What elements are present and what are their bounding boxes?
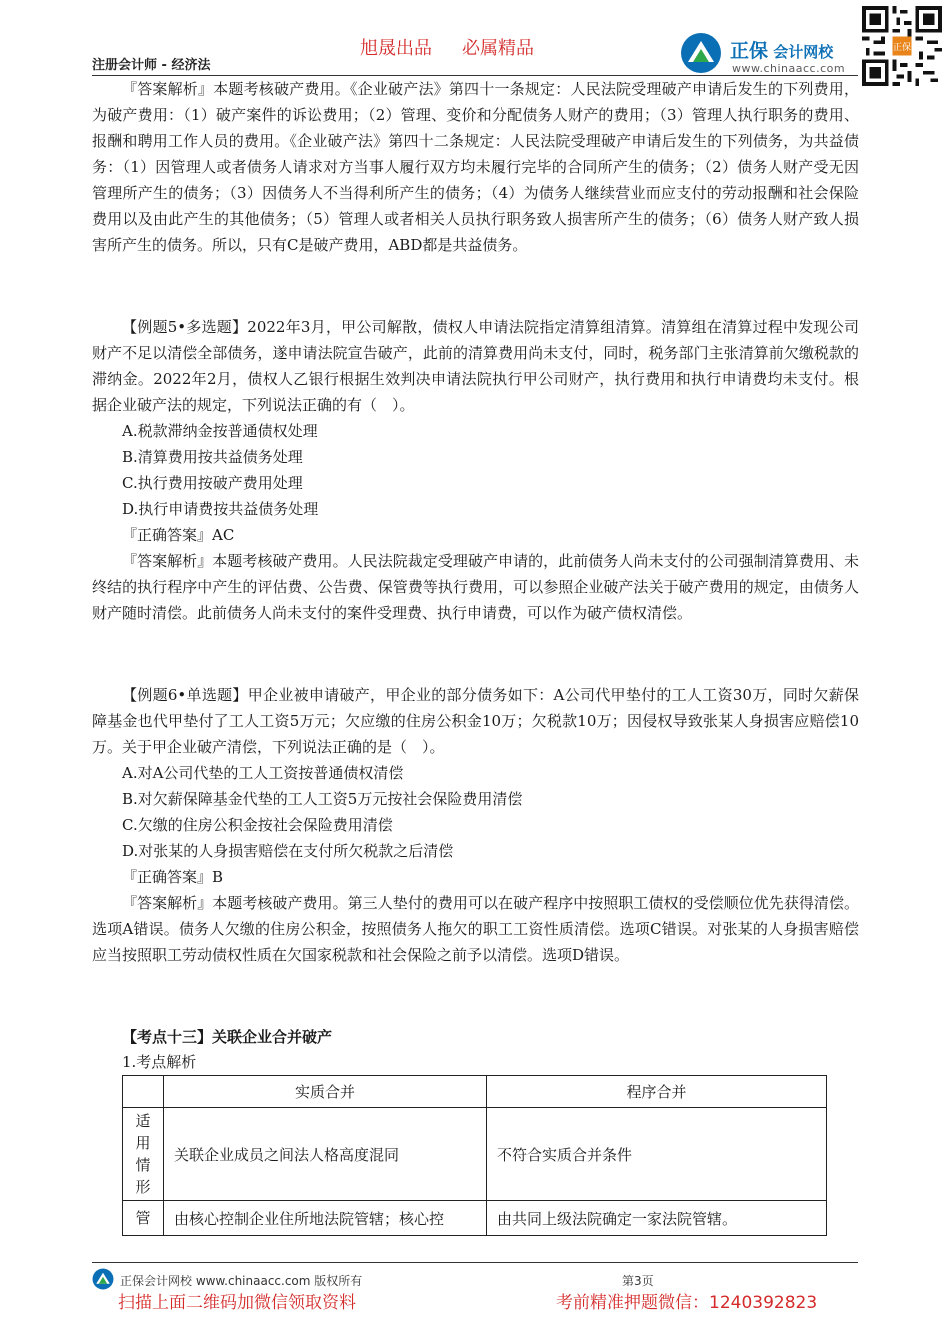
section13-heading: 【考点十三】关联企业合并破产 [122,1028,333,1046]
table-row-label: 管 [123,1201,164,1236]
example5-analysis: 『答案解析』本题考核破产费用。人民法院裁定受理破产申请的，此前债务人尚未支付的公司强制清算费用、未终结的执行程序中产生的评估费、公告费、保管费等执行费用，可以参照企业破产法关于破产费用的规定，由债务人财产随时清偿。此前债务人尚未支付的案件受理费、执行申请费，可以作为破产债权清偿。 [92,552,859,622]
example5-option-b: B.清算费用按共益债务处理 [122,448,303,466]
brand-slogan-right: 必属精品 [462,38,534,59]
table-cell: 不符合实质合并条件 [487,1108,827,1201]
promo-wechat: 考前精准押题微信：1240392823 [556,1293,818,1313]
table-header-row [123,1076,827,1108]
example6-option-d: D.对张某的人身损害赔偿在支付所欠税款之后清偿 [122,842,454,860]
example5-option-c: C.执行费用按破产费用处理 [122,474,303,492]
table-row [123,1201,827,1236]
table-header-cell: 程序合并 [487,1076,827,1108]
footer-divider [92,1262,858,1263]
logo-main-text: 正保 [730,40,769,62]
table-header-cell [123,1076,164,1108]
course-title: 注册会计师 - 经济法 [92,58,211,73]
table-row-label-text: 适用情形 [135,1112,151,1196]
example5-question: 【例题5•多选题】2022年3月，甲公司解散，债权人申请法院指定清算组清算。清算组在清算过程中发现公司财产不足以清偿全部债务，遂申请法院宣告破产，此前的清算费用尚未支付，同时，税务部门主张清算前欠缴税款的滞纳金。2022年2月，债权人乙银行根据生效判决申请法院执行甲公司财产，执行费用和执行申请费均未支付。根据企业破产法的规定，下列说法正确的有（ ）。 [92,318,859,414]
logo-sub-text: 会计网校 [773,43,834,61]
wechat-qr-code[interactable] [862,6,942,86]
brand-slogan-left: 旭晟出品 [360,38,432,59]
table-row [123,1108,827,1201]
example6-answer: 『正确答案』B [122,868,224,886]
example6-question: 【例题6•单选题】甲企业被申请破产，甲企业的部分债务如下：A公司代甲垫付的工人工资30万，同时欠薪保障基金也代甲垫付了工人工资5万元；欠应缴的住房公积金10万；欠税款10万；因侵权导致张某人身损害应赔偿10万。关于甲企业破产清偿，下列说法正确的是（ ）。 [92,686,859,756]
example6-option-c: C.欠缴的住房公积金按社会保险费用清偿 [122,816,393,834]
example5-answer: 『正确答案』AC [122,526,235,544]
table-row-label [123,1108,164,1201]
example6-analysis: 『答案解析』本题考核破产费用。第三人垫付的费用可以在破产程序中按照职工债权的受偿顺位优先获得清偿。选项A错误。债务人欠缴的住房公积金，按照债务人拖欠的职工工资性质清偿。选项C错误。对张某的人身损害赔偿应当按照职工劳动债权性质在欠国家税款和社会保险之前予以清偿。选项D错误。 [92,894,859,964]
table-cell: 由核心控制企业住所地法院管辖；核心控 [164,1201,487,1236]
chinaacc-logo-icon [680,32,722,74]
intro-analysis: 『答案解析』本题考核破产费用。《企业破产法》第四十一条规定：人民法院受理破产申请后发生的下列费用，为破产费用：（1）破产案件的诉讼费用；（2）管理、变价和分配债务人财产的费用；（3）管理人执行职务的费用、报酬和聘用工作人员的费用。《企业破产法》第四十二条规定：人民法院受理破产申请后发生的下列债务，为共益债务：（1）因管理人或者债务人请求对方当事人履行双方均未履行完毕的合同所产生的债务；（2）债务人财产受无因管理所产生的债务；（3）因债务人不当得利所产生的债务；（4）为债务人继续营业而应支付的劳动报酬和社会保险费用以及由此产生的其他债务；（5）管理人或者相关人员执行职务致人损害所产生的债务；（6）债务人财产致人损害所产生的债务。所以，只有C是破产费用，ABD都是共益债务。 [92,80,859,254]
example5-option-d: D.执行申请费按共益债务处理 [122,500,319,518]
logo-url: www.chinaacc.com [732,62,846,75]
brand-slogan [360,34,600,60]
qr-badge-text: 正保 [892,43,912,54]
table-header-cell: 实质合并 [164,1076,487,1108]
chinaacc-logo [680,30,856,78]
table-cell: 由共同上级法院确定一家法院管辖。 [487,1201,827,1236]
merger-comparison-table [122,1075,827,1236]
promo-scan-qr: 扫描上面二维码加微信领取资料 [118,1293,356,1313]
footer-logo-icon [92,1268,114,1290]
example6-option-a: A.对A公司代垫的工人工资按普通债权清偿 [122,764,404,782]
section13-subheading: 1.考点解析 [122,1053,197,1071]
example6-option-b: B.对欠薪保障基金代垫的工人工资5万元按社会保险费用清偿 [122,790,523,808]
page-number: 第3页 [622,1274,654,1288]
example5-option-a: A.税款滞纳金按普通债权处理 [122,422,318,440]
footer-copyright: 正保会计网校 www.chinaacc.com 版权所有 [120,1274,363,1288]
table-cell: 关联企业成员之间法人格高度混同 [164,1108,487,1201]
